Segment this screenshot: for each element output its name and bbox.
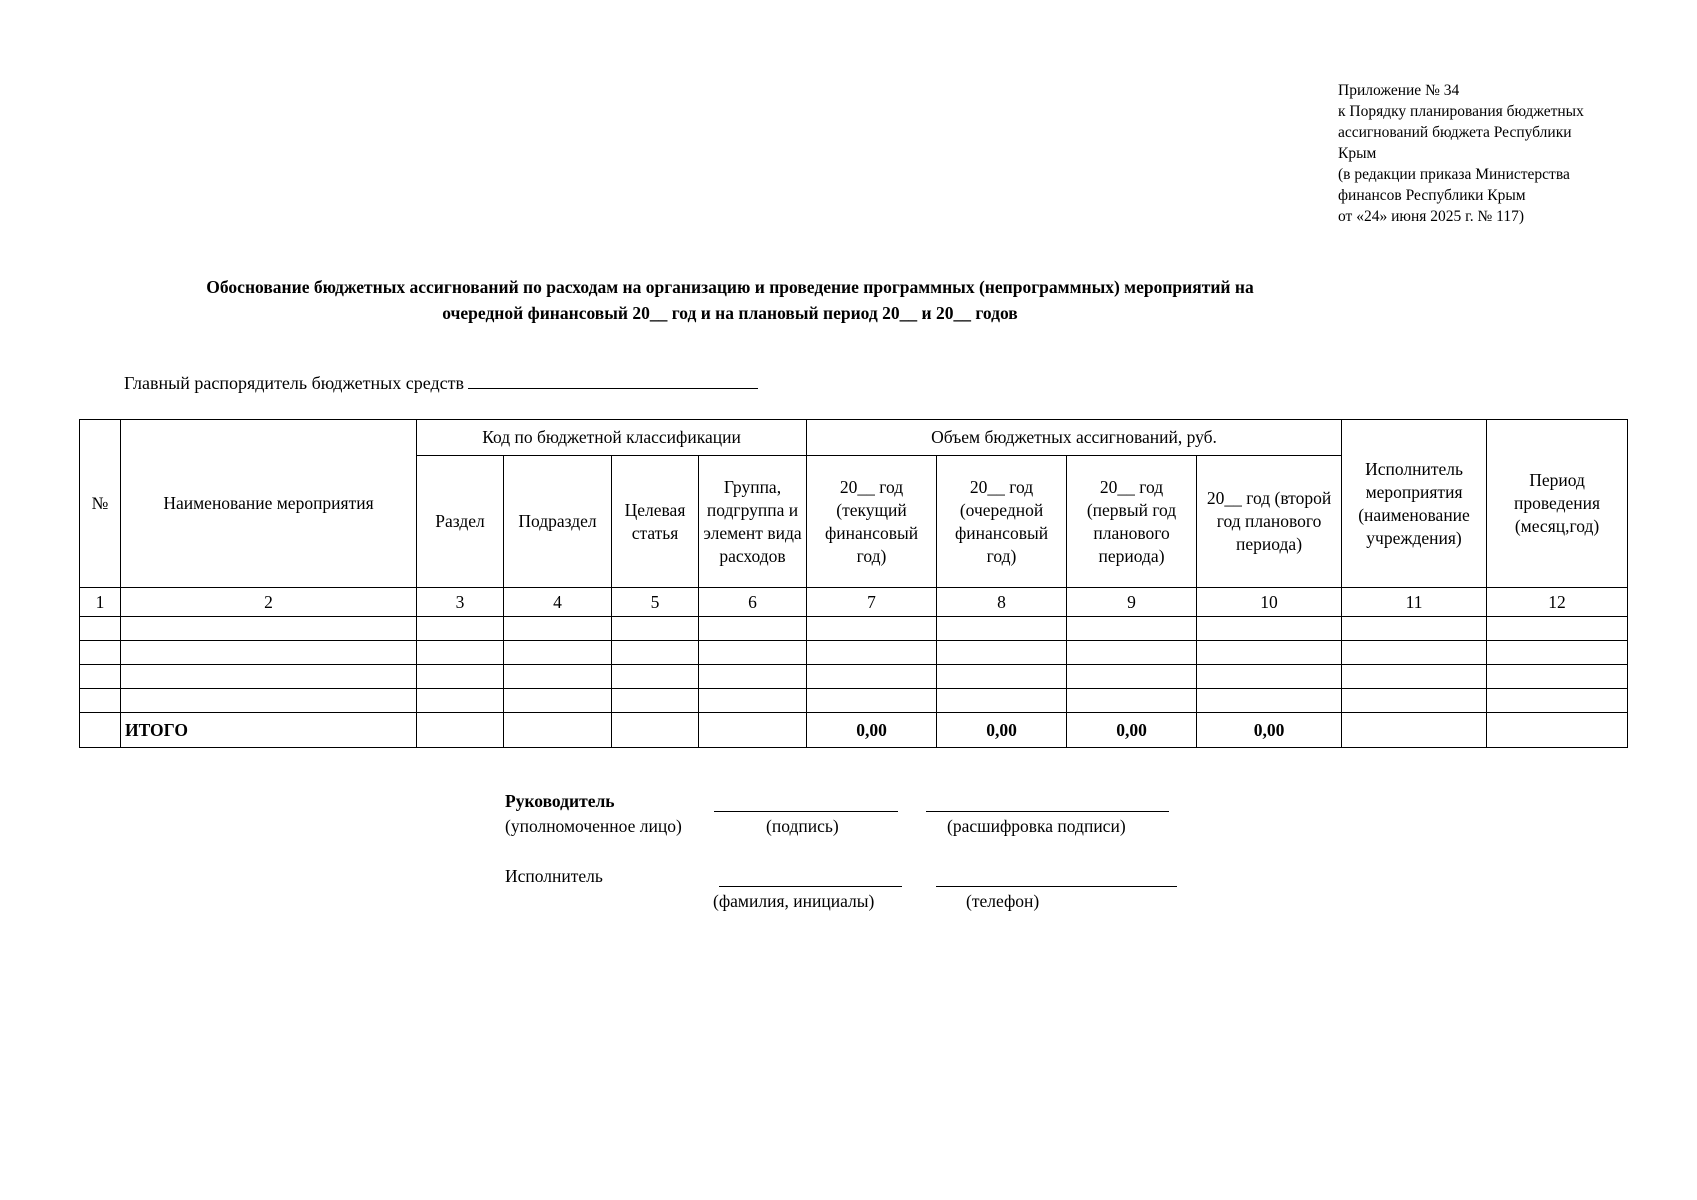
table-cell — [80, 617, 121, 641]
table-cell — [1487, 665, 1628, 689]
table-cell — [1197, 665, 1342, 689]
appendix-line: Крым — [1338, 145, 1377, 162]
name-line — [719, 886, 902, 887]
header-num: № — [80, 420, 121, 588]
table-cell — [937, 665, 1067, 689]
table-cell — [1067, 689, 1197, 713]
header-code-group: Код по бюджетной классификации — [417, 420, 807, 456]
table-cell — [807, 617, 937, 641]
header-name: Наименование мероприятия — [121, 420, 417, 588]
table-cell — [504, 689, 612, 713]
table-cell — [80, 689, 121, 713]
table-cell — [699, 665, 807, 689]
table-cell — [1487, 617, 1628, 641]
table-cell — [121, 689, 417, 713]
table-cell — [612, 617, 699, 641]
table-cell — [1487, 713, 1628, 748]
table-cell — [504, 617, 612, 641]
table-row — [80, 689, 1628, 713]
column-number-row — [80, 588, 1628, 617]
header-target: Целевая статья — [612, 456, 699, 588]
table-cell — [612, 713, 699, 748]
table-cell — [1342, 641, 1487, 665]
head-sub-label: (уполномоченное лицо) — [505, 816, 682, 836]
column-number: 12 — [1487, 588, 1628, 617]
decode-caption: (расшифровка подписи) — [947, 816, 1126, 836]
table-cell — [699, 641, 807, 665]
table-cell — [937, 641, 1067, 665]
table-cell — [1197, 641, 1342, 665]
header-year-plan2: 20__ год (второй год планового периода) — [1197, 456, 1342, 588]
chief-manager-blank-line — [468, 372, 758, 389]
table-cell — [699, 713, 807, 748]
table-cell — [1342, 713, 1487, 748]
total-year-current: 0,00 — [807, 713, 937, 748]
appendix-line: финансов Республики Крым — [1338, 187, 1526, 204]
budget-table — [79, 419, 1628, 748]
table-cell — [1487, 641, 1628, 665]
header-volume-group: Объем бюджетных ассигнований, руб. — [807, 420, 1342, 456]
table-cell — [1342, 689, 1487, 713]
head-label: Руководитель — [505, 791, 615, 811]
column-number: 7 — [807, 588, 937, 617]
title-line-1: Обоснование бюджетных ассигнований по расходам на организацию и проведение программных (непрограммных) мероприятий на — [206, 277, 1254, 297]
table-cell — [80, 641, 121, 665]
table-cell — [1342, 665, 1487, 689]
signature-line — [714, 811, 898, 812]
column-number: 2 — [121, 588, 417, 617]
chief-manager-row — [124, 372, 758, 394]
table-cell — [699, 617, 807, 641]
table-cell — [417, 713, 504, 748]
document-title — [100, 274, 1360, 326]
column-number: 5 — [612, 588, 699, 617]
column-number: 3 — [417, 588, 504, 617]
appendix-line: к Порядку планирования бюджетных — [1338, 103, 1584, 120]
column-number: 9 — [1067, 588, 1197, 617]
appendix-line: Приложение № 34 — [1338, 82, 1460, 99]
total-year-next: 0,00 — [937, 713, 1067, 748]
header-year-next: 20__ год (очередной финансовый год) — [937, 456, 1067, 588]
appendix-line: (в редакции приказа Министерства — [1338, 166, 1570, 183]
header-subsection: Подраздел — [504, 456, 612, 588]
header-executor: Исполнитель мероприятия (наименование учреждения) — [1342, 420, 1487, 588]
table-cell — [417, 617, 504, 641]
appendix-line: от «24» июня 2025 г. № 117) — [1338, 208, 1524, 225]
appendix-block — [1338, 80, 1638, 227]
appendix-line: ассигнований бюджета Республики — [1338, 124, 1572, 141]
total-year-plan2: 0,00 — [1197, 713, 1342, 748]
header-year-current: 20__ год (текущий финансовый год) — [807, 456, 937, 588]
table-cell — [504, 713, 612, 748]
table-row — [80, 665, 1628, 689]
table-cell — [807, 689, 937, 713]
header-group: Группа, подгруппа и элемент вида расходов — [699, 456, 807, 588]
table-cell — [1197, 617, 1342, 641]
table-cell — [807, 641, 937, 665]
table-cell — [80, 713, 121, 748]
table-cell — [1067, 641, 1197, 665]
table-cell — [417, 641, 504, 665]
header-section: Раздел — [417, 456, 504, 588]
column-number: 4 — [504, 588, 612, 617]
phone-line — [936, 886, 1177, 887]
table-cell — [937, 689, 1067, 713]
table-cell — [80, 665, 121, 689]
table-cell — [937, 617, 1067, 641]
chief-manager-label: Главный распорядитель бюджетных средств — [124, 373, 464, 393]
table-cell — [612, 665, 699, 689]
table-cell — [612, 641, 699, 665]
table-row — [80, 617, 1628, 641]
column-number: 10 — [1197, 588, 1342, 617]
header-year-plan1: 20__ год (первый год планового периода) — [1067, 456, 1197, 588]
total-row — [80, 713, 1628, 748]
column-number: 1 — [80, 588, 121, 617]
table-cell — [417, 689, 504, 713]
header-period: Период проведения (месяц,год) — [1487, 420, 1628, 588]
table-cell — [121, 641, 417, 665]
table-cell — [612, 689, 699, 713]
table-cell — [1342, 617, 1487, 641]
table-cell — [1197, 689, 1342, 713]
decode-line — [926, 811, 1169, 812]
table-row — [80, 641, 1628, 665]
signature-caption: (подпись) — [766, 816, 839, 836]
table-cell — [504, 665, 612, 689]
column-number: 11 — [1342, 588, 1487, 617]
name-caption: (фамилия, инициалы) — [713, 891, 875, 911]
column-number: 6 — [699, 588, 807, 617]
executor-label: Исполнитель — [505, 866, 603, 886]
title-line-2: очередной финансовый 20__ год и на плановый период 20__ и 20__ годов — [442, 303, 1018, 323]
table-cell — [121, 617, 417, 641]
table-cell — [417, 665, 504, 689]
total-label: ИТОГО — [121, 713, 417, 748]
table-cell — [1067, 617, 1197, 641]
phone-caption: (телефон) — [966, 891, 1040, 911]
total-year-plan1: 0,00 — [1067, 713, 1197, 748]
header-row-1 — [80, 420, 1628, 456]
table-cell — [1067, 665, 1197, 689]
column-number: 8 — [937, 588, 1067, 617]
table-cell — [807, 665, 937, 689]
table-cell — [121, 665, 417, 689]
table-cell — [504, 641, 612, 665]
table-cell — [1487, 689, 1628, 713]
table-cell — [699, 689, 807, 713]
